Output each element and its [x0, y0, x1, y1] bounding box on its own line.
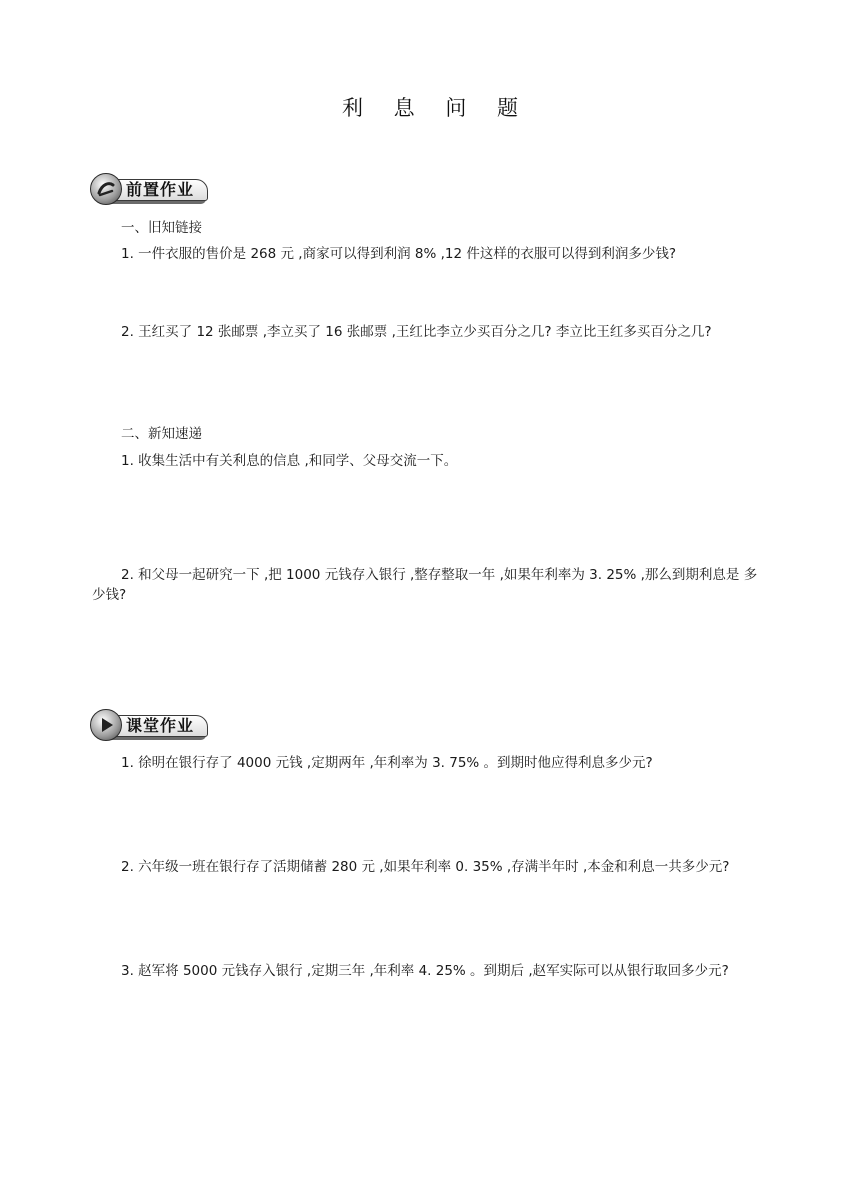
section-banner-preview	[90, 172, 212, 208]
section-banner-classwork	[90, 708, 212, 744]
section-banner-label: 前置作业	[126, 180, 195, 199]
question-5: 1. 徐明在银行存了 4000 元钱 ,定期两年 ,年利率为 3. 75% 。到期时他应得利息多少元?	[121, 755, 653, 771]
pen-circle-icon	[90, 173, 122, 205]
page-title: 利 息 问 题	[341, 96, 531, 120]
part-heading-new: 二、新知速递	[121, 426, 202, 442]
question-7: 3. 赵军将 5000 元钱存入银行 ,定期三年 ,年利率 4. 25% 。到期后 ,赵军实际可以从银行取回多少元?	[121, 963, 729, 979]
question-3: 1. 收集生活中有关利息的信息 ,和同学、父母交流一下。	[121, 453, 458, 469]
question-2: 2. 王红买了 12 张邮票 ,李立买了 16 张邮票 ,王红比李立少买百分之几? 李立比王红多买百分之几?	[121, 324, 712, 340]
question-4: 2. 和父母一起研究一下 ,把 1000 元钱存入银行 ,整存整取一年 ,如果年利率为 3. 25% ,那么到期利息是 多少钱?	[92, 567, 758, 603]
question-6: 2. 六年级一班在银行存了活期储蓄 280 元 ,如果年利率 0. 35% ,存满半年时 ,本金和利息一共多少元?	[121, 859, 730, 875]
question-1: 1. 一件衣服的售价是 268 元 ,商家可以得到利润 8% ,12 件这样的衣服可以得到利润多少钱?	[121, 246, 677, 262]
play-circle-icon	[90, 709, 122, 741]
part-heading-review: 一、旧知链接	[121, 220, 202, 236]
section-banner-label: 课堂作业	[126, 716, 195, 735]
